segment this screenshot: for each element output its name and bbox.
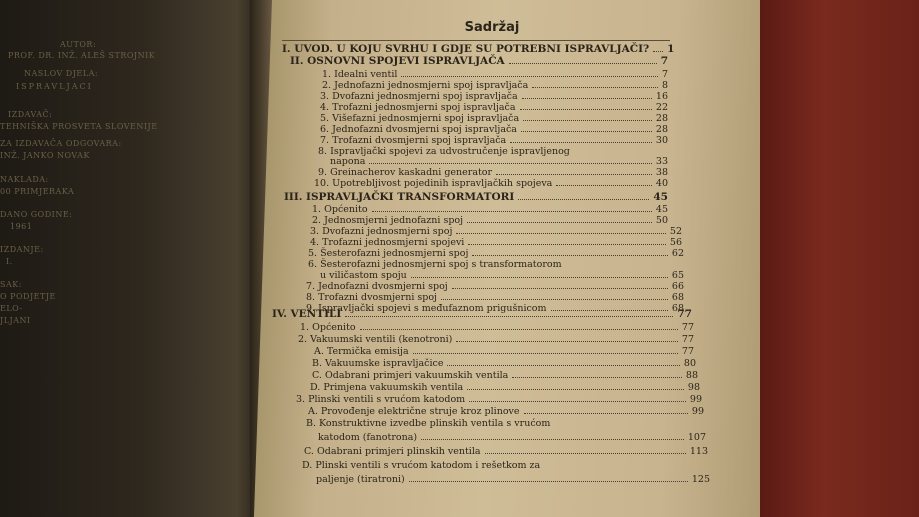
toc-entry: IV. VENTILI 77 — [272, 308, 692, 320]
imprint-line: ISPRAVLJACI — [16, 82, 93, 91]
toc-entry: napona 33 — [330, 156, 668, 167]
toc-entry: katodom (fanotrona) 107 — [318, 432, 706, 443]
toc-entry: 6. Jednofazni dvosmjerni spoj ispravljača 28 — [320, 124, 668, 135]
toc-entry: A. Termička emisija 77 — [314, 346, 694, 357]
imprint-line: I. — [6, 257, 13, 266]
toc-entry: D. Plinski ventili s vrućom katodom i rešetkom za — [302, 460, 541, 471]
toc-entry: 6. Šesterofazni jednosmjerni spoj s transformatorom — [308, 259, 562, 270]
toc-entry: 5. Šesterofazni jednosmjerni spoj 62 — [308, 248, 684, 259]
toc-entry: I. UVOD. U KOJU SVRHU I GDJE SU POTREBNI ISPRAVLJAČI? 1 — [282, 43, 675, 55]
toc-entry: 1. Općenito 77 — [300, 322, 694, 333]
imprint-line: INŽ. JANKO NOVAK — [0, 151, 90, 160]
toc-entry: D. Primjena vakuumskih ventila 98 — [310, 382, 700, 393]
toc-entry: 2. Jednofazni jednosmjerni spoj ispravljača 8 — [322, 80, 668, 91]
toc-entry: 3. Dvofazni jednosmjerni spoj 52 — [310, 226, 682, 237]
imprint-line: IZDAVAČ: — [8, 110, 53, 119]
imprint-line: ZA IZDAVAČA ODGOVARA: — [0, 139, 122, 148]
imprint-line: 1961 — [10, 222, 33, 231]
toc-entry: C. Odabrani primjeri vakuumskih ventila 88 — [312, 370, 698, 381]
imprint-line: NAKLADA: — [0, 175, 49, 184]
toc-entry: 2. Jednosmjerni jednofazni spoj 50 — [312, 215, 668, 226]
toc-entry: 10. Upotrebljivost pojedinih ispravljačkih spojeva 40 — [314, 178, 668, 189]
imprint-line: NASLOV DJELA: — [24, 69, 99, 78]
imprint-line: SAK: — [0, 280, 22, 289]
imprint-line: ELO- — [0, 304, 23, 313]
toc-entry: A. Provođenje električne struje kroz plinove 99 — [308, 406, 704, 417]
toc-entry: II. OSNOVNI SPOJEVI ISPRAVLJAČA 7 — [290, 55, 668, 67]
imprint-line: TEHNIŠKA PROSVETA SLOVENIJE — [0, 122, 158, 131]
toc-entry: B. Vakuumske ispravljačice 80 — [312, 358, 696, 369]
toc-entry: 1. Općenito 45 — [312, 204, 668, 215]
toc-entry: 3. Plinski ventili s vrućom katodom 99 — [296, 394, 702, 405]
toc-entry: 8. Ispravljački spojevi za udvostručenje ispravljenog — [318, 146, 570, 157]
title-rule — [282, 40, 670, 41]
toc-entry: 2. Vakuumski ventili (kenotroni) 77 — [298, 334, 694, 345]
toc-entry: 9. Greinacherov kaskadni generator 38 — [318, 167, 668, 178]
toc-entry: 4. Trofazni jednosmjerni spojevi 56 — [310, 237, 682, 248]
toc-entry: 7. Jednofazni dvosmjerni spoj 66 — [306, 281, 684, 292]
toc-entry: 9. Ispravljački spojevi s međufaznom prigušnicom 68 — [306, 303, 684, 314]
imprint-line: 00 PRIMJERAKA — [0, 187, 75, 196]
toc-entry: u viličastom spoju 65 — [320, 270, 684, 281]
toc-entry: 3. Dvofazni jednosmjerni spoj ispravljača 16 — [320, 91, 668, 102]
imprint-line: PROF. DR. INŽ. ALEŠ STROJNIK — [8, 51, 156, 60]
page-title: Sadržaj — [464, 20, 520, 35]
imprint-line: O PODJETJE — [0, 292, 56, 301]
toc-entry: paljenje (tiratroni) 125 — [316, 474, 710, 485]
toc-entry: 4. Trofazni jednosmjerni spoj ispravljača 22 — [320, 102, 668, 113]
toc-entry: C. Odabrani primjeri plinskih ventila 113 — [304, 446, 708, 457]
toc-entry: 7. Trofazni dvosmjerni spoj ispravljača 30 — [320, 135, 668, 146]
toc-entry: 8. Trofazni dvosmjerni spoj 68 — [306, 292, 684, 303]
imprint-line: DANO GODINE: — [0, 210, 73, 219]
imprint-line: AUTOR: — [60, 40, 97, 49]
imprint-line: JLJANI — [0, 316, 31, 325]
toc-entry: 5. Višefazni jednosmjerni spoj ispravljača 28 — [320, 113, 668, 124]
toc-entry: 1. Idealni ventil 7 — [322, 69, 668, 80]
imprint-line: IZDANJE: — [0, 245, 44, 254]
toc-entry: III. ISPRAVLJAČKI TRANSFORMATORI 45 — [284, 191, 668, 203]
toc-entry: B. Konstruktivne izvedbe plinskih ventila s vrućom — [306, 418, 551, 429]
